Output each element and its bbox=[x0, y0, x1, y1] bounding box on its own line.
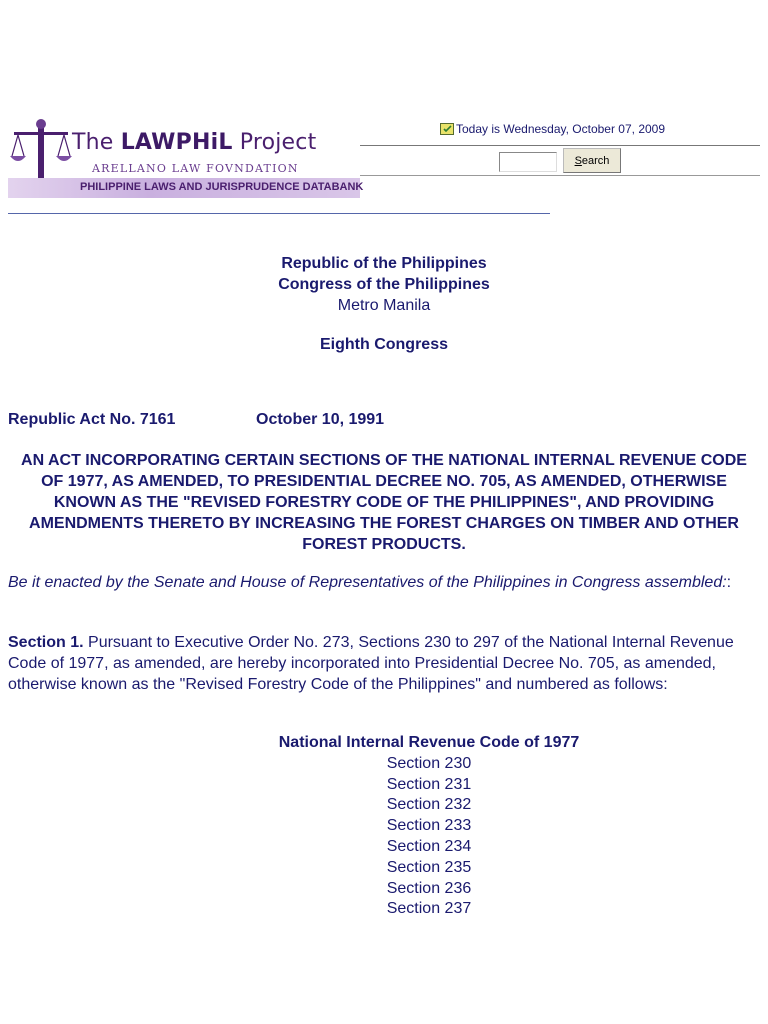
section-1-label: Section 1. bbox=[8, 634, 84, 651]
document-header bbox=[0, 253, 768, 316]
logo-band-text: PHILIPPINE LAWS AND JURISPRUDENCE DATABANK bbox=[80, 181, 364, 193]
republic-line: Republic of the Philippines bbox=[281, 255, 487, 272]
section-1-text: Pursuant to Executive Order No. 273, Sections 230 to 297 of the National Internal Revenue Code of 1977, as amended, are hereby incorporated into Presidential Decree No. 705, as amended, otherwise known as the "Revised Forestry Code of the Philippines" and numbered as follows: bbox=[8, 634, 734, 693]
code-title: National Internal Revenue Code of 1977 bbox=[278, 734, 580, 751]
list-item: Section 231 bbox=[386, 775, 472, 793]
list-item: Section 232 bbox=[386, 796, 472, 814]
enacting-clause: Be it enacted by the Senate and House of Representatives of the Philippines in Congress assembled:: bbox=[8, 574, 732, 591]
act-title: AN ACT INCORPORATING CERTAIN SECTIONS OF THE NATIONAL INTERNAL REVENUE CODE OF 1977, AS AMENDED, TO PRESIDENTIAL DECREE NO. 705, AS AMENDED, OTHERWISE KNOWN AS THE "REVISED FORESTRY CODE OF THE PHILIPPINES", AND PROVIDING AMENDMENTS THERETO BY INCREASING THE FOREST CHARGES ON TIMBER AND OTHER FOREST PRODUCTS. bbox=[21, 452, 747, 553]
date-text: Today is Wednesday, October 07, 2009 bbox=[456, 122, 666, 136]
congress-line: Congress of the Philippines bbox=[278, 276, 490, 293]
date-display bbox=[440, 122, 665, 136]
act-number: Republic Act No. 7161 bbox=[8, 411, 176, 428]
search-divider bbox=[360, 175, 760, 176]
act-date: October 10, 1991 bbox=[256, 411, 385, 428]
search-button[interactable]: Search bbox=[563, 148, 621, 173]
lawphil-logo[interactable] bbox=[8, 116, 364, 200]
code-section-list bbox=[0, 733, 768, 920]
logo-title: The LAWPHiL Project bbox=[72, 130, 317, 155]
list-item: Section 236 bbox=[386, 879, 472, 897]
congress-number: Eighth Congress bbox=[319, 336, 448, 353]
logo-band bbox=[8, 178, 364, 198]
calendar-icon bbox=[440, 123, 454, 135]
header-divider bbox=[8, 213, 550, 214]
list-item: Section 235 bbox=[386, 858, 472, 876]
list-item: Section 234 bbox=[386, 837, 472, 855]
section-1 bbox=[8, 632, 764, 695]
list-item: Section 237 bbox=[386, 900, 472, 918]
list-item: Section 233 bbox=[386, 817, 472, 835]
list-item: Section 230 bbox=[386, 754, 472, 772]
location-line: Metro Manila bbox=[337, 297, 431, 314]
search-input[interactable] bbox=[499, 152, 557, 172]
date-divider bbox=[360, 145, 760, 146]
logo-subtitle: ARELLANO LAW FOVNDATION bbox=[92, 162, 299, 175]
